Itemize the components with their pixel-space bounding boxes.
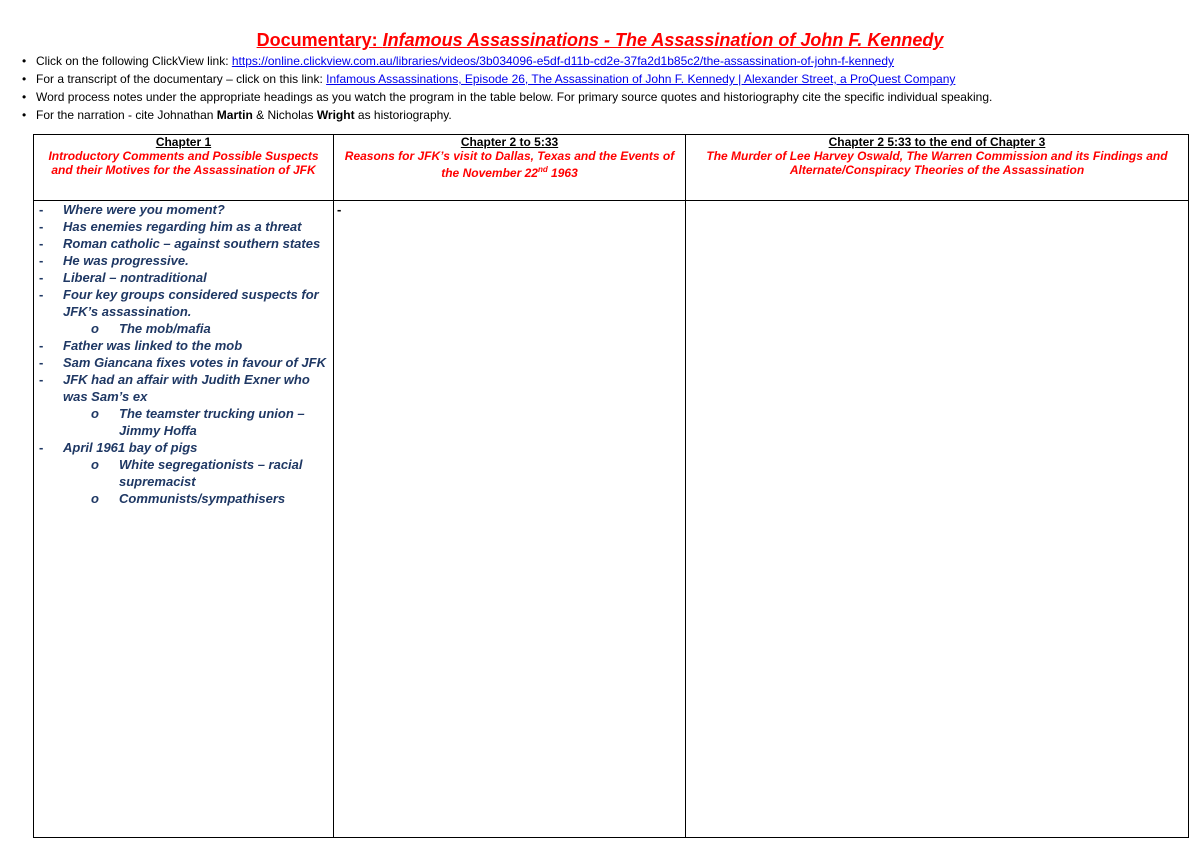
column-chapter: Chapter 2 to 5:33 xyxy=(460,135,559,149)
instruction-text: For a transcript of the documentary – click on this link: xyxy=(36,72,327,86)
list-marker: - xyxy=(39,287,44,302)
instruction-text: as historiography. xyxy=(354,108,452,122)
list-item-text: April 1961 bay of pigs xyxy=(63,440,198,455)
instruction-item xyxy=(22,106,992,124)
instruction-item xyxy=(22,70,992,88)
list-marker: - xyxy=(39,355,44,370)
list-item xyxy=(37,439,330,456)
list-item-text: Has enemies regarding him as a threat xyxy=(63,219,302,234)
column-header-chapter-1 xyxy=(34,135,334,201)
column-subtitle: Introductory Comments and Possible Suspects and their Motives for the Assassination of JFK xyxy=(48,149,319,177)
list-marker: o xyxy=(91,491,99,506)
list-marker: - xyxy=(39,236,44,251)
instruction-text: Click on the following ClickView link: xyxy=(36,54,232,68)
document-title xyxy=(0,30,1200,51)
list-marker: - xyxy=(39,253,44,268)
instruction-item xyxy=(22,52,992,70)
clickview-link[interactable]: https://online.clickview.com.au/libraries/videos/3b034096-e5df-d11b-cd2e-37fa2d1b85c2/the-assassination-of-john-f-kennedy xyxy=(231,54,895,68)
chapter-2-marker: - xyxy=(337,202,342,217)
column-subtitle: The Murder of Lee Harvey Oswald, The Warren Commission and its Findings and Alternate/Conspiracy Theories of the Assassination xyxy=(706,149,1168,177)
column-header-chapter-2 xyxy=(334,135,686,201)
list-item-text: Sam Giancana fixes votes in favour of JFK xyxy=(63,355,326,370)
title-italic: Infamous Assassinations - The Assassination of John F. Kennedy xyxy=(382,30,944,50)
column-chapter: Chapter 1 xyxy=(155,135,212,149)
notes-cell-chapter-3[interactable] xyxy=(686,201,1189,838)
list-item-text: Father was linked to the mob xyxy=(63,338,243,353)
list-item-text: Four key groups considered suspects for JFK’s assassination. xyxy=(63,287,319,319)
column-subtitle-part: 1963 xyxy=(547,166,578,180)
list-item-text: The mob/mafia xyxy=(119,321,211,336)
list-item xyxy=(37,456,330,490)
list-item xyxy=(37,235,330,252)
list-item xyxy=(37,371,330,405)
instruction-text: & Nicholas xyxy=(252,108,317,122)
list-item-text: White segregationists – racial supremacist xyxy=(119,457,303,489)
list-item xyxy=(37,320,330,337)
list-marker: o xyxy=(91,321,99,336)
instruction-item xyxy=(22,88,992,106)
list-marker: - xyxy=(39,202,44,217)
instruction-text: For the narration - cite Johnathan xyxy=(36,108,217,122)
list-marker: - xyxy=(39,338,44,353)
list-item-text: Roman catholic – against southern states xyxy=(63,236,321,251)
list-item xyxy=(37,405,330,439)
list-item-text: JFK had an affair with Judith Exner who was Sam’s ex xyxy=(63,372,310,404)
instruction-bold: Wright xyxy=(316,108,355,122)
list-item xyxy=(37,201,330,218)
list-item-text: The teamster trucking union – Jimmy Hoffa xyxy=(119,406,305,438)
chapter-1-notes xyxy=(37,201,330,507)
list-item xyxy=(37,286,330,320)
list-item xyxy=(37,269,330,286)
title-prefix: Documentary: xyxy=(256,30,383,50)
list-marker: - xyxy=(39,440,44,455)
list-marker: - xyxy=(39,372,44,387)
notes-cell-chapter-1[interactable] xyxy=(34,201,334,838)
column-subtitle-sup: nd xyxy=(537,165,548,174)
list-item-text: Liberal – nontraditional xyxy=(63,270,207,285)
instructions-list xyxy=(22,52,992,124)
list-item xyxy=(37,252,330,269)
list-item-text: Where were you moment? xyxy=(63,202,225,217)
table-header-row xyxy=(34,135,1189,201)
column-subtitle-part: Reasons for JFK’s visit to Dallas, Texas and the Events of the November 22 xyxy=(344,149,675,180)
table-body-row xyxy=(34,201,1189,838)
list-marker: o xyxy=(91,457,99,472)
list-marker: o xyxy=(91,406,99,421)
column-chapter: Chapter 2 5:33 to the end of Chapter 3 xyxy=(828,135,1046,149)
list-item xyxy=(37,354,330,371)
list-item-text: He was progressive. xyxy=(63,253,189,268)
column-subtitle xyxy=(337,149,682,180)
instruction-bold: Martin xyxy=(216,108,253,122)
list-item-text: Communists/sympathisers xyxy=(119,491,286,506)
list-marker: - xyxy=(39,270,44,285)
transcript-link[interactable]: Infamous Assassinations, Episode 26, The Assassination of John F. Kennedy | Alexander Street, a ProQuest Company xyxy=(326,72,956,86)
column-header-chapter-3 xyxy=(686,135,1189,201)
list-item xyxy=(37,218,330,235)
notes-cell-chapter-2[interactable] xyxy=(334,201,686,838)
list-item xyxy=(37,337,330,354)
list-marker: - xyxy=(39,219,44,234)
list-item xyxy=(37,490,330,507)
instruction-text: Word process notes under the appropriate headings as you watch the program in the table below. For primary source quotes and historiography cite the specific individual speaking. xyxy=(36,90,993,104)
notes-table xyxy=(33,134,1189,838)
